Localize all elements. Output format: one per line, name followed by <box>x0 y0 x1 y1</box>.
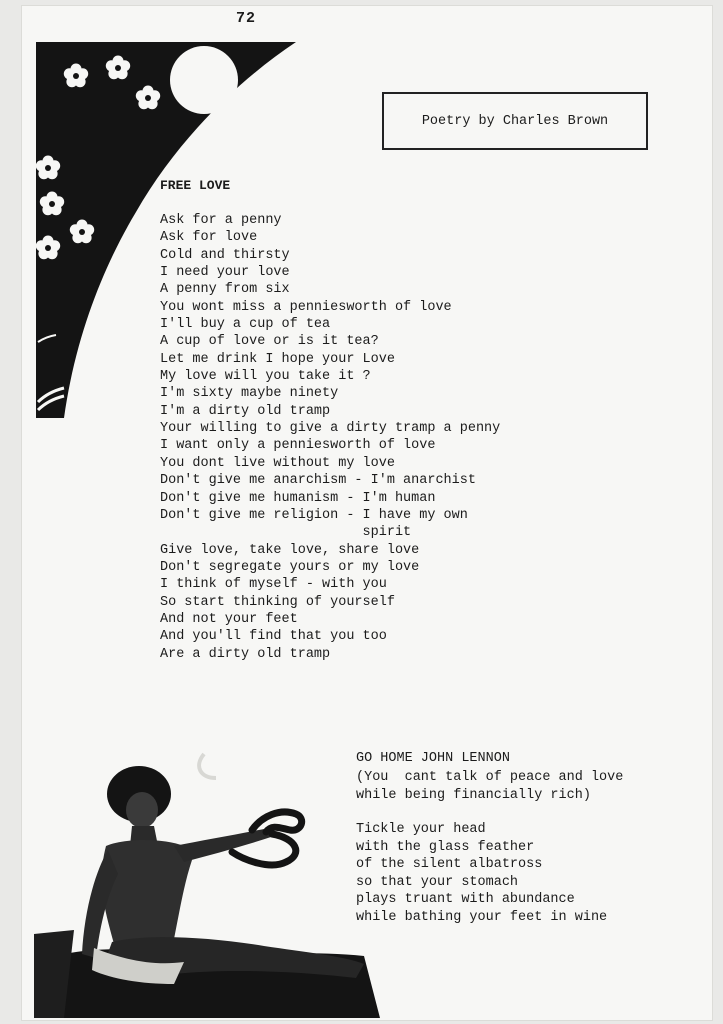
poem2-subtitle <box>356 769 623 804</box>
poem-line: Don't segregate yours or my love <box>160 559 420 575</box>
poem2-line: so that your stomach <box>356 874 519 890</box>
poem-line: A penny from six <box>160 282 290 298</box>
poem-line: I'm a dirty old tramp <box>160 403 331 419</box>
poem-line: So start thinking of yourself <box>160 594 395 610</box>
poem2-line: while bathing your feet in wine <box>356 909 608 925</box>
poem-body <box>160 212 500 663</box>
author-box <box>382 92 648 150</box>
snake-charmer-woman-illustration <box>34 734 380 1018</box>
poem-line: Your willing to give a dirty tramp a penny <box>160 421 501 437</box>
poem-line: You wont miss a penniesworth of love <box>160 299 452 315</box>
poem-line: spirit <box>160 525 412 541</box>
poem-title: FREE LOVE <box>160 178 231 193</box>
poem-line: And you'll find that you too <box>160 629 387 645</box>
poem-line: I'll buy a cup of tea <box>160 317 331 333</box>
poem2-body <box>356 821 607 926</box>
poem2-line: of the silent albatross <box>356 857 543 872</box>
poem-line: Let me drink I hope your Love <box>160 351 395 367</box>
poem2-line: with the glass feather <box>356 839 535 855</box>
poem2-subtitle-line: while being financially rich) <box>356 787 591 803</box>
poem-line: Don't give me anarchism - I'm anarchist <box>160 473 476 489</box>
poem-line: Are a dirty old tramp <box>160 646 331 662</box>
poem2-title: GO HOME JOHN LENNON <box>356 751 510 766</box>
poem-line: You dont live without my love <box>160 455 395 471</box>
poem-line: Ask for love <box>160 230 258 246</box>
poem-line: I'm sixty maybe ninety <box>160 386 339 402</box>
poem-line: A cup of love or is it tea? <box>160 334 379 350</box>
poem-line: And not your feet <box>160 611 298 627</box>
page-number: 72 <box>236 10 257 27</box>
poem-line: My love will you take it ? <box>160 369 371 385</box>
poem-line: Don't give me religion - I have my own <box>160 507 468 523</box>
document-page <box>22 6 712 1020</box>
poem-line: Cold and thirsty <box>160 247 290 263</box>
poem-line: Ask for a penny <box>160 213 282 228</box>
poem-line: I need your love <box>160 265 290 281</box>
author-credit: Poetry by Charles Brown <box>421 113 609 129</box>
poem-line: I want only a penniesworth of love <box>160 438 436 454</box>
poem2-line: plays truant with abundance <box>356 892 575 907</box>
poem2-line: Tickle your head <box>356 822 486 837</box>
poem-line: I think of myself - with you <box>160 577 387 593</box>
poem2-subtitle-line: (You cant talk of peace and love <box>356 770 624 785</box>
poem-line: Don't give me humanism - I'm human <box>160 490 436 506</box>
poem-line: Give love, take love, share love <box>160 542 420 558</box>
